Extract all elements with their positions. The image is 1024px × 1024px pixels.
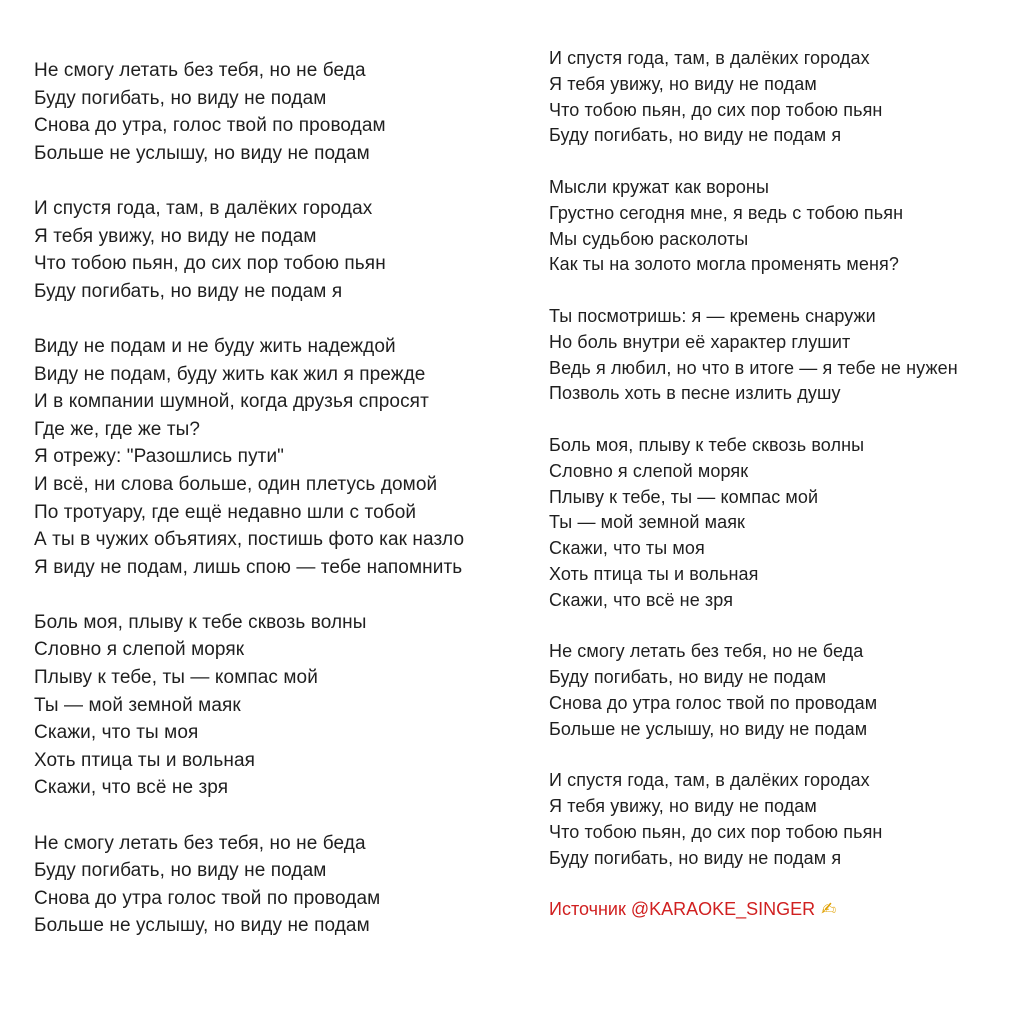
lyric-line: Снова до утра, голос твой по проводам [34,115,386,137]
stanza-gap [549,743,1009,769]
lyrics-right-column [549,46,1009,923]
lyrics-left-column [34,57,506,940]
stanza [549,304,1009,407]
lyric-line: Скажи, что всё не зря [34,777,229,799]
lyric-line: Словно я слепой моряк [34,639,245,661]
stanza-gap [34,802,506,830]
lyric-line: И в компании шумной, когда друзья спросят [34,391,429,413]
lyric-line: Я тебя увижу, но виду не подам [34,225,317,247]
stanza-gap [34,167,506,195]
stanza [549,433,1009,614]
lyric-line: Скажи, что всё не зря [549,589,734,610]
stanza-gap [549,407,1009,433]
lyric-line: Буду погибать, но виду не подам я [549,847,842,868]
lyric-line: Больше не услышу, но виду не подам [549,718,868,739]
lyric-line: Что тобою пьян, до сих пор тобою пьян [34,253,386,275]
lyric-line: Буду погибать, но виду не подам [34,87,327,109]
lyric-line: Я тебя увижу, но виду не подам [549,796,817,817]
lyric-line: А ты в чужих объятиях, постишь фото как назло [34,529,465,551]
lyric-line: Ты — мой земной маяк [34,694,241,716]
lyric-line: Плыву к тебе, ты — компас мой [549,486,819,507]
stanza [34,195,506,305]
lyric-line: И спустя года, там, в далёких городах [34,197,373,219]
stanza [34,57,506,167]
lyric-line: Буду погибать, но виду не подам я [34,280,343,302]
stanza-gap [34,305,506,333]
lyric-line: Буду погибать, но виду не подам [34,860,327,882]
lyric-line: И всё, ни слова больше, один плетусь домой [34,473,438,495]
lyric-line: Что тобою пьян, до сих пор тобою пьян [549,821,883,842]
stanza [549,768,1009,871]
lyric-line: Не смогу летать без тебя, но не беда [549,641,864,662]
lyric-line: Я отрежу: "Разошлись пути" [34,446,285,468]
stanza-gap [549,614,1009,640]
lyric-line: Словно я слепой моряк [549,460,749,481]
lyric-line: Снова до утра голос твой по проводам [549,692,878,713]
lyric-line: Ведь я любил, но что в итоге — я тебе не нужен [549,357,958,378]
lyric-line: Я виду не подам, лишь спою — тебе напомнить [34,556,463,578]
lyric-line: Боль моя, плыву к тебе сквозь волны [34,611,367,633]
lyric-line: Я тебя увижу, но виду не подам [549,73,817,94]
stanza [549,639,1009,742]
lyric-line: Скажи, что ты моя [549,538,705,559]
lyric-line: Хоть птица ты и вольная [549,563,759,584]
lyric-line: Что тобою пьян, до сих пор тобою пьян [549,99,883,120]
source-text: Источник @KARAOKE_SINGER [549,899,816,920]
stanza [549,46,1009,149]
stanza [549,175,1009,278]
stanza-gap [549,149,1009,175]
lyric-line: Не смогу летать без тебя, но не беда [34,60,366,81]
lyric-line: Скажи, что ты моя [34,722,199,744]
lyric-line: По тротуару, где ещё недавно шли с тобой [34,501,417,523]
lyric-line: Плыву к тебе, ты — компас мой [34,667,318,689]
source-credit [549,897,1009,923]
stanza-gap [549,278,1009,304]
lyric-line: Грустно сегодня мне, я ведь с тобою пьян [549,202,904,223]
lyric-line: Буду погибать, но виду не подам я [549,125,842,146]
lyric-line: Виду не подам и не буду жить надеждой [34,335,396,357]
lyric-line: И спустя года, там, в далёких городах [549,770,870,791]
lyric-line: Больше не услышу, но виду не подам [34,915,370,937]
stanza [34,830,506,940]
lyric-line: Позволь хоть в песне излить душу [549,383,841,404]
lyric-line: Снова до утра голос твой по проводам [34,887,381,909]
stanza [34,333,506,581]
lyric-line: Буду погибать, но виду не подам [549,667,827,688]
lyric-line: Мы судьбою расколоты [549,228,749,249]
lyric-line: И спустя года, там, в далёких городах [549,48,870,68]
lyric-line: Мысли кружат как вороны [549,176,770,197]
lyric-line: Где же, где же ты? [34,418,201,440]
writing-hand-icon: ✍ [821,899,837,920]
lyric-line: Боль моя, плыву к тебе сквозь волны [549,434,865,455]
stanza-gap [34,581,506,609]
lyric-line: Хоть птица ты и вольная [34,749,256,771]
lyric-line: Ты — мой земной маяк [549,512,746,533]
lyric-line: Виду не подам, буду жить как жил я прежде [34,363,426,385]
lyric-line: Не смогу летать без тебя, но не беда [34,832,366,854]
lyric-line: Ты посмотришь: я — кремень снаружи [549,305,876,326]
lyric-line: Больше не услышу, но виду не подам [34,142,370,164]
lyric-line: Но боль внутри её характер глушит [549,331,851,352]
lyric-line: Как ты на золото могла променять меня? [549,254,899,275]
stanza [34,609,506,802]
